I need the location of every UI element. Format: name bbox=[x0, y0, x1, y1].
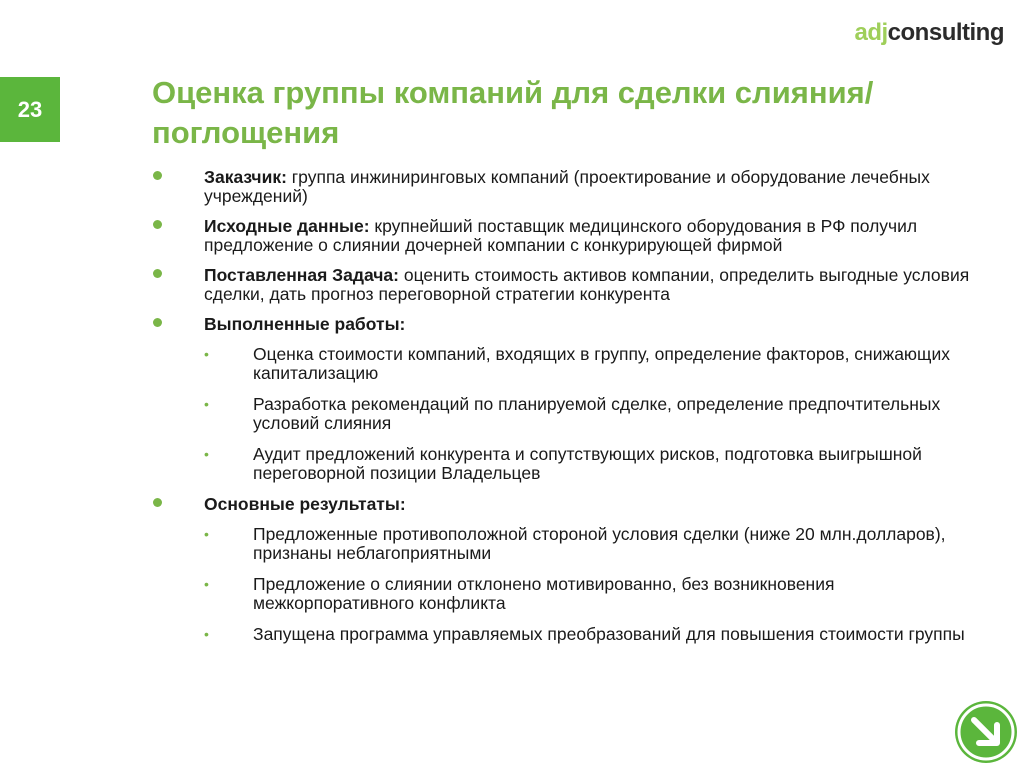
arrow-down-right-icon bbox=[955, 701, 1017, 763]
sub-item-text: Предложенные противоположной стороной условия сделки (ниже 20 млн.долларов), признаны неблагоприятными bbox=[253, 524, 946, 563]
sub-item-text: Разработка рекомендаций по планируемой сделке, определение предпочтительных условий слияния bbox=[253, 394, 941, 433]
sub-item bbox=[150, 625, 970, 644]
bullet-task bbox=[150, 266, 970, 304]
sub-item bbox=[150, 575, 970, 613]
bullet-small-icon: • bbox=[204, 626, 209, 642]
bullet-customer bbox=[150, 168, 970, 206]
slide-content bbox=[150, 168, 970, 656]
logo-part-adj: adj bbox=[854, 19, 888, 46]
page-number-badge: 23 bbox=[0, 77, 60, 142]
sub-item-text: Предложение о слиянии отклонено мотивированно, без возникновения межкорпоративного конфликта bbox=[253, 574, 835, 613]
bullet-work-done bbox=[150, 315, 970, 334]
bullet-small-icon: • bbox=[204, 396, 209, 412]
bullet-label: Основные результаты: bbox=[204, 494, 406, 514]
company-logo bbox=[854, 20, 1004, 46]
bullet-results bbox=[150, 495, 970, 514]
bullet-text: оценить стоимость активов компании, определить выгодные условия сделки, дать прогноз переговорной стратегии конкурента bbox=[204, 265, 970, 304]
green-dot-icon bbox=[153, 498, 162, 507]
bullet-small-icon: • bbox=[204, 346, 209, 362]
green-dot-icon bbox=[153, 220, 162, 229]
bullet-text: крупнейший поставщик медицинского оборудования в РФ получил предложение о слиянии дочерней компании с конкурирующей фирмой bbox=[204, 216, 918, 255]
slide-title: Оценка группы компаний для сделки слияния/поглощения bbox=[152, 75, 874, 150]
bullet-text: группа инжиниринговых компаний (проектирование и оборудование лечебных учреждений) bbox=[204, 167, 930, 206]
green-dot-icon bbox=[153, 269, 162, 278]
bullet-small-icon: • bbox=[204, 446, 209, 462]
bullet-label: Исходные данные: bbox=[204, 216, 370, 236]
bullet-initial-data bbox=[150, 217, 970, 255]
work-done-list bbox=[150, 345, 970, 483]
bullet-label: Поставленная Задача: bbox=[204, 265, 399, 285]
sub-item-text: Запущена программа управляемых преобразований для повышения стоимости группы bbox=[253, 624, 965, 644]
green-dot-icon bbox=[153, 171, 162, 180]
bullet-label: Выполненные работы: bbox=[204, 314, 406, 334]
green-dot-icon bbox=[153, 318, 162, 327]
bullet-small-icon: • bbox=[204, 526, 209, 542]
sub-item-text: Оценка стоимости компаний, входящих в группу, определение факторов, снижающих капитализацию bbox=[253, 344, 950, 383]
logo-part-consulting: consulting bbox=[887, 19, 1004, 46]
sub-item-text: Аудит предложений конкурента и сопутствующих рисков, подготовка выигрышной переговорной позиции Владельцев bbox=[253, 444, 922, 483]
sub-item bbox=[150, 395, 970, 433]
sub-item bbox=[150, 525, 970, 563]
bullet-small-icon: • bbox=[204, 576, 209, 592]
sub-item bbox=[150, 445, 970, 483]
results-list bbox=[150, 525, 970, 644]
sub-item bbox=[150, 345, 970, 383]
next-slide-button[interactable] bbox=[955, 701, 1017, 763]
bullet-label: Заказчик: bbox=[204, 167, 287, 187]
